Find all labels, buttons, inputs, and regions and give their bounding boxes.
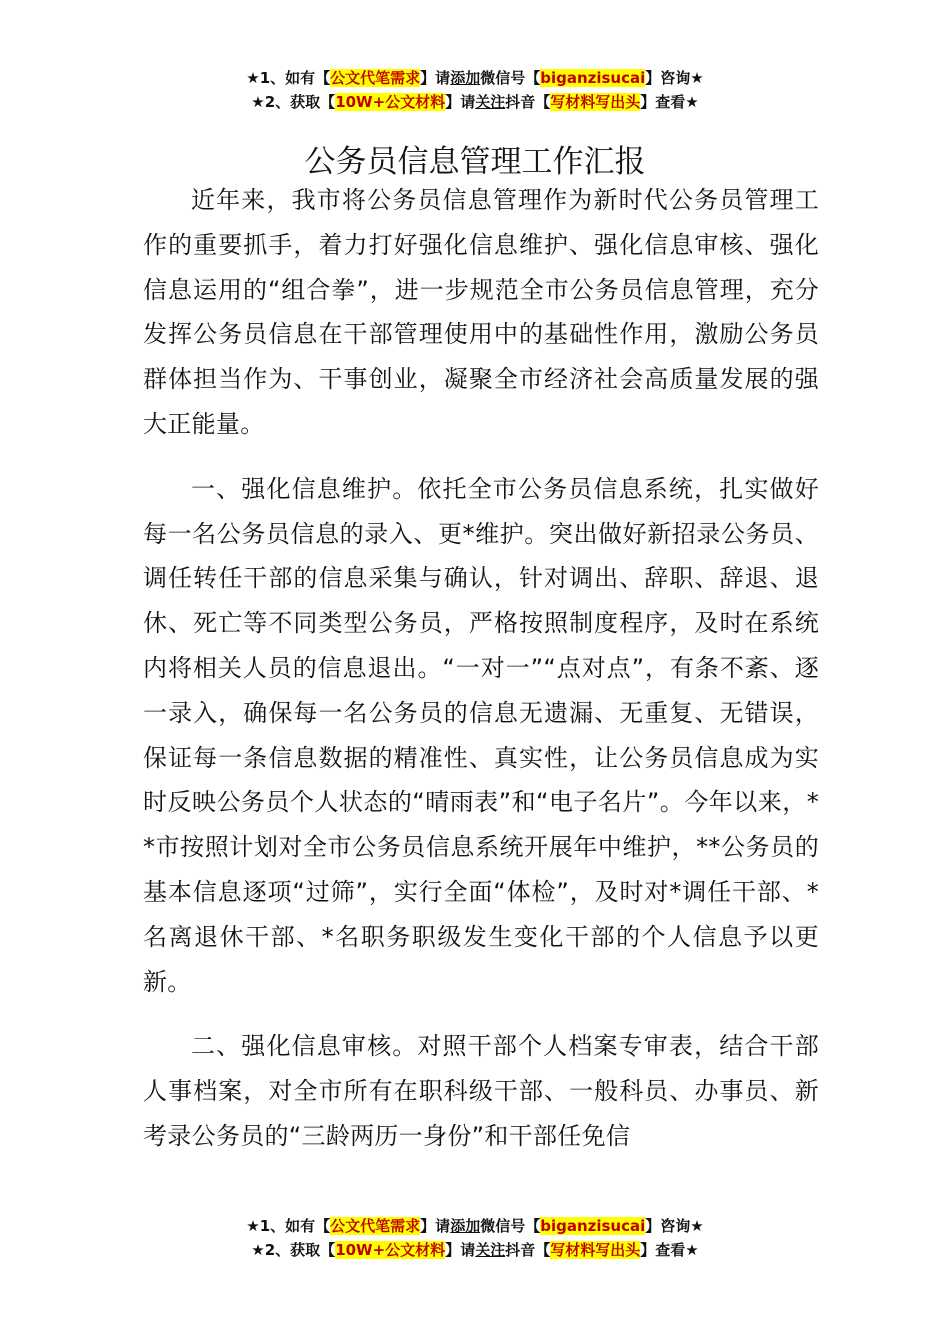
highlight-wechat-id: biganzisucai	[540, 69, 646, 87]
banner-text: 】咨询★	[645, 1217, 704, 1235]
banner-text: ★1、如有【	[246, 1217, 331, 1235]
banner-text: 微信号【	[480, 1217, 541, 1235]
banner-text: 】请	[445, 1241, 476, 1259]
banner-text: ★2、获取【	[251, 93, 336, 111]
banner-text: 抖音【	[505, 1241, 551, 1259]
banner-text: 】查看★	[640, 93, 699, 111]
banner-text: 】请	[420, 1217, 451, 1235]
footer-banner-line-2	[0, 1238, 950, 1262]
highlight-service: 公文代笔需求	[330, 69, 421, 87]
banner-text: 】请	[420, 69, 451, 87]
banner-text: 微信号【	[480, 69, 541, 87]
banner-text: 抖音【	[505, 93, 551, 111]
paragraph-section-1: 一、强化信息维护。依托全市公务员信息系统，扎实做好每一名公务员信息的录入、更*维护。突出做好新招录公务员、调任转任干部的信息采集与确认，针对调出、辞职、辞退、退休、死亡等不同类型公务员，严格按照制度程序，及时在系统内将相关人员的信息退出。“一对一”“点对点”，有条不紊、逐一录入，确保每一名公务员的信息无遗漏、无重复、无错误，保证每一条信息数据的精准性、真实性，让公务员信息成为实时反映公务员个人状态的“晴雨表”和“电子名片”。今年以来，**市按照计划对全市公务员信息系统开展年中维护，**公务员的基本信息逐项“过筛”，实行全面“体检”，及时对*调任干部、*名离退休干部、*名职务职级发生变化干部的个人信息予以更新。	[143, 474, 819, 996]
highlight-douyin-id: 写材料写出头	[550, 1241, 641, 1259]
document-title: 公务员信息管理工作汇报	[304, 143, 646, 180]
banner-underlined-text: 关注	[475, 1241, 506, 1259]
banner-text: ★2、获取【	[251, 1241, 336, 1259]
header-banner	[0, 66, 950, 114]
document-body	[143, 178, 819, 1179]
header-banner-line-1	[0, 66, 950, 90]
highlight-wechat-id: biganzisucai	[540, 1217, 646, 1235]
footer-banner	[0, 1214, 950, 1262]
footer-banner-line-1	[0, 1214, 950, 1238]
paragraph-intro: 近年来，我市将公务员信息管理作为新时代公务员管理工作的重要抓手，着力打好强化信息维护、强化信息审核、强化信息运用的“组合拳”，进一步规范全市公务员信息管理，充分发挥公务员信息在干部管理使用中的基础性作用，激励公务员群体担当作为、干事创业，凝聚全市经济社会高质量发展的强大正能量。	[143, 186, 819, 438]
highlight-service: 公文代笔需求	[330, 1217, 421, 1235]
banner-text: 】查看★	[640, 1241, 699, 1259]
header-banner-line-2	[0, 90, 950, 114]
banner-text: 】请	[445, 93, 476, 111]
banner-underlined-text: 关注	[475, 93, 506, 111]
highlight-douyin-id: 写材料写出头	[550, 93, 641, 111]
paragraph-section-2: 二、强化信息审核。对照干部个人档案专审表，结合干部人事档案，对全市所有在职科级干部、一般科员、办事员、新考录公务员的“三龄两历一身份”和干部任免信	[143, 1032, 819, 1150]
banner-underlined-text: 添加	[450, 69, 481, 87]
banner-text: 】咨询★	[645, 69, 704, 87]
banner-text: ★1、如有【	[246, 69, 331, 87]
highlight-materials: 10W+公文材料	[335, 1241, 446, 1259]
highlight-materials: 10W+公文材料	[335, 93, 446, 111]
banner-underlined-text: 添加	[450, 1217, 481, 1235]
